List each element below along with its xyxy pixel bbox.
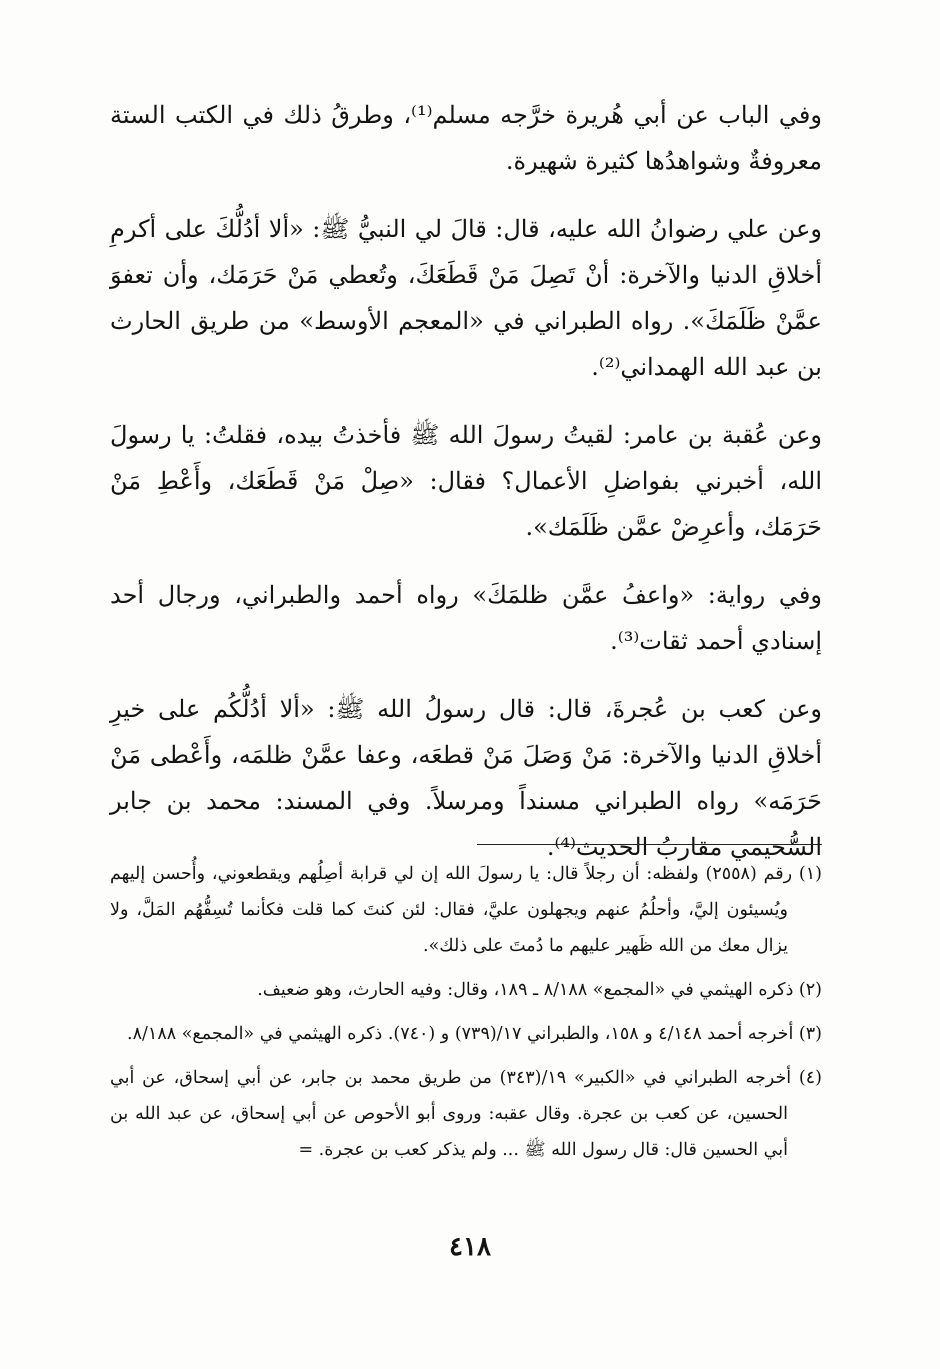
main-text (110, 92, 822, 892)
paragraph-4: وفي رواية: «واعفُ عمَّن ظلمَكَ» رواه أحمد والطبراني، ورجال أحد إسنادي أحمد ثقات⁽³⁾. (110, 581, 822, 655)
paragraph-5: وعن كعب بن عُجرةَ، قال: قال رسولُ الله ﷺ: «ألا أدُلُّكُم على خيرِ أخلاقِ الدنيا والآخرة: مَنْ وَصَلَ مَنْ قطعَه، وعفا عمَّنْ ظلمَه، وأَعْطى مَنْ حَرَمَه» رواه الطبراني مسنداً ومرسلاً. وفي المسند: محمد بن جابر السُّحيمي مقاربُ الحديث⁽⁴⁾. (110, 695, 822, 861)
paragraph-2: وعن علي رضوانُ الله عليه، قال: قالَ لي النبيُّ ﷺ: «ألا أدُلُّكَ على أكرمِ أخلاقِ الدنيا والآخرة: أنْ تَصِلَ مَنْ قَطَعَكَ، وتُعطي مَنْ حَرَمَك، وأن تعفوَ عمَّنْ ظَلَمَكَ». رواه الطبراني في «المعجم الأوسط» من طريق الحارث بن عبد الله الهمداني⁽²⁾. (110, 215, 822, 381)
footnote-separator (477, 844, 822, 845)
paragraph-3: وعن عُقبة بن عامر: لقيتُ رسولَ الله ﷺ فأخذتُ بيده، فقلتُ: يا رسولَ الله، أخبرني بفواضلِ الأعمال؟ فقال: «صِلْ مَنْ قَطَعَك، وأَعْطِ مَنْ حَرَمَك، وأعرِضْ عمَّن ظَلَمَك». (110, 421, 823, 541)
footnote-3: (٣) أخرجه أحمد ٤/١٤٨ و ١٥٨، والطبراني ١٧/(٧٣٩) و (٧٤٠). ذكره الهيثمي في «المجمع» ٨/١٨٨. (127, 1024, 822, 1044)
page-number: ٤١٨ (449, 1232, 491, 1262)
paragraph-1: وفي الباب عن أبي هُريرة خرَّجه مسلم⁽¹⁾، وطرقُ ذلك في الكتب الستة معروفةٌ وشواهدُها كثيرة شهيرة. (110, 101, 822, 175)
footnote-4: (٤) أخرجه الطبراني في «الكبير» ١٩/(٣٤٣) من طريق محمد بن جابر، عن أبي إسحاق، عن أبي الحسين، عن كعب بن عجرة. وقال عقبه: وروى أبو الأحوص عن أبي إسحاق، عن عبد الله بن أبي الحسين قال: قال رسول الله ﷺ ... ولم يذكر كعب بن عجرة. = (110, 1068, 822, 1160)
footnotes (110, 856, 822, 1176)
footnote-2: (٢) ذكره الهيثمي في «المجمع» ٨/١٨٨ ـ ١٨٩، وقال: وفيه الحارث، وهو ضعيف. (257, 980, 822, 1000)
footnote-1: (١) رقم (٢٥٥٨) ولفظه: أن رجلاً قال: يا رسولَ الله إن لي قرابة أصِلُهم ويقطعوني، وأُحسن إليهم ويُسيئون إليَّ، وأحلُمُ عنهم ويجهلون عليَّ، فقال: لئن كنتَ كما قلت فكأنما تُسِفُّهُم المَلَّ، ولا يزال معك من الله ظَهير عليهم ما دُمتَ على ذلك». (110, 864, 822, 956)
